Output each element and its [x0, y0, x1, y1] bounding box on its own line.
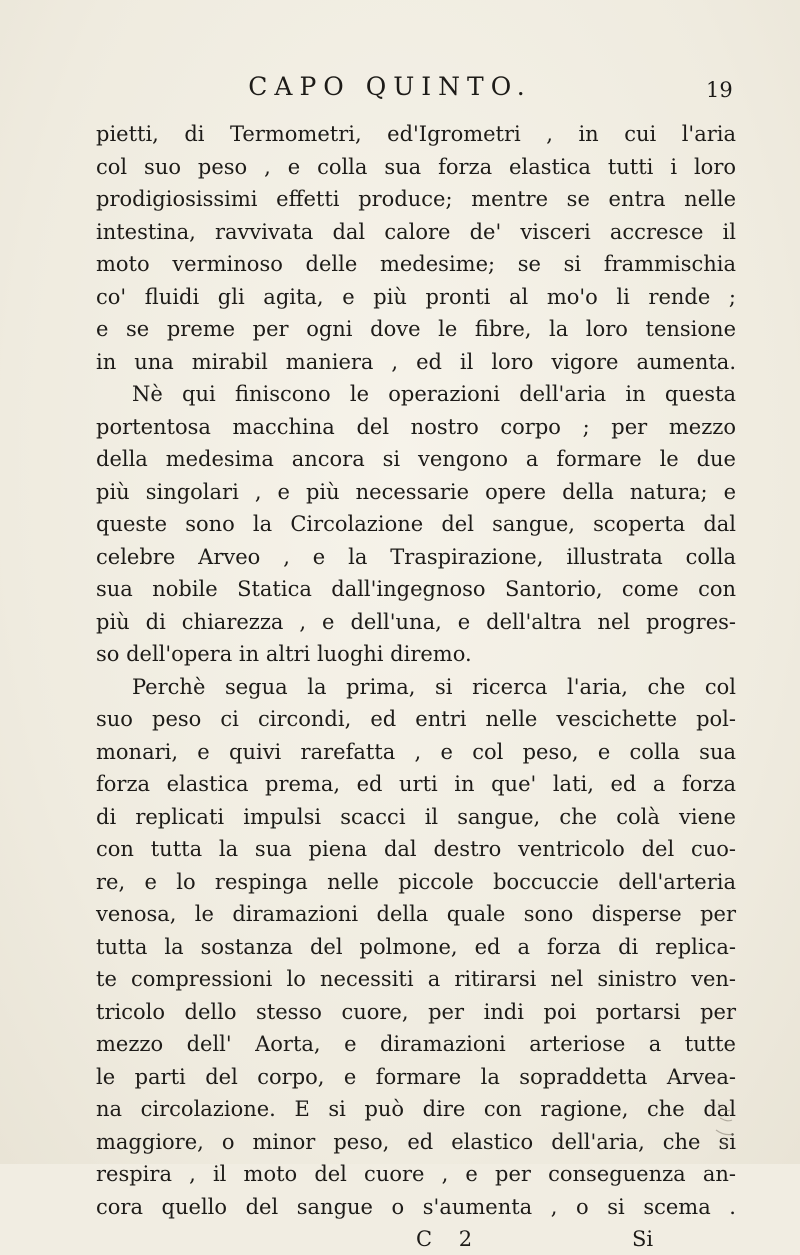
text-line: della medesima ancora si vengono a formare le due [96, 447, 736, 471]
text-line: più di chiarezza , e dell'una, e dell'altra nel progres- [96, 609, 736, 634]
text-line: pietti, di Termometri, ed'Igrometri , in cui l'aria [96, 122, 736, 146]
text-line: queste sono la Circolazione del sangue, scoperta dal [96, 512, 736, 536]
text-line: te compressioni lo necessiti a ritirarsi nel sinistro ven- [96, 967, 736, 991]
footer-line [96, 1223, 736, 1255]
text-line: maggiore, o minor peso, ed elastico dell'aria, che si [96, 1129, 736, 1154]
text-line: con tutta la sua piena dal destro ventricolo del cuo- [96, 837, 736, 861]
text-line: sua nobile Statica dall'ingegnoso Santorio, come con [96, 577, 736, 601]
text-line: cora quello del sangue o s'aumenta , o si scema . [96, 1194, 736, 1219]
text-line: celebre Arveo , e la Traspirazione, illustrata colla [96, 544, 736, 569]
text-line: di replicati impulsi scacci il sangue, che colà viene [96, 804, 736, 829]
text-line: portentosa macchina del nostro corpo ; per mezzo [96, 414, 736, 439]
text-line: suo peso ci circondi, ed entri nelle vescichette pol- [96, 707, 736, 731]
text-line: respira , il moto del cuore , e per conseguenza an- [96, 1162, 736, 1186]
text-line: forza elastica prema, ed urti in que' lati, ed a forza [96, 772, 736, 796]
text-line: so dell'opera in altri luoghi diremo. [96, 642, 472, 666]
body-text [96, 118, 736, 1255]
ink-smudge [712, 1100, 740, 1150]
text-line: venosa, le diramazioni della quale sono disperse per [96, 902, 736, 926]
text-line: monari, e quivi rarefatta , e col peso, e colla sua [96, 739, 736, 764]
text-line: intestina, ravvivata dal calore de' visceri accresce il [96, 219, 736, 244]
page-number: 19 [706, 78, 733, 102]
catchword: Si [632, 1227, 654, 1251]
text-line: in una mirabil maniera , ed il loro vigore aumenta. [96, 349, 736, 374]
text-line: tutta la sostanza del polmone, ed a forza di replica- [96, 934, 736, 959]
text-line: Perchè segua la prima, si ricerca l'aria, che col [132, 674, 736, 699]
text-line: Nè qui finiscono le operazioni dell'aria in questa [132, 382, 736, 406]
text-line: col suo peso , e colla sua forza elastica tutti i loro [96, 154, 736, 179]
signature-mark: C 2 [416, 1227, 483, 1251]
text-line: na circolazione. E si può dire con ragione, che dal [96, 1097, 736, 1121]
text-line: re, e lo respinga nelle piccole boccuccie dell'arteria [96, 869, 736, 894]
text-line: prodigiosissimi effetti produce; mentre se entra nelle [96, 187, 736, 211]
text-line: mezzo dell' Aorta, e diramazioni arteriose a tutte [96, 1032, 736, 1056]
running-head: CAPO QUINTO. [248, 72, 532, 101]
text-line: le parti del corpo, e formare la sopraddetta Arvea- [96, 1064, 736, 1089]
text-line: tricolo dello stesso cuore, per indi poi portarsi per [96, 999, 736, 1024]
text-line: co' fluidi gli agita, e più pronti al mo'o li rende ; [96, 284, 736, 309]
text-line: moto verminoso delle medesime; se si frammischia [96, 252, 736, 276]
text-line: e se preme per ogni dove le fibre, la loro tensione [96, 317, 736, 341]
text-line: più singolari , e più necessarie opere della natura; e [96, 479, 736, 504]
